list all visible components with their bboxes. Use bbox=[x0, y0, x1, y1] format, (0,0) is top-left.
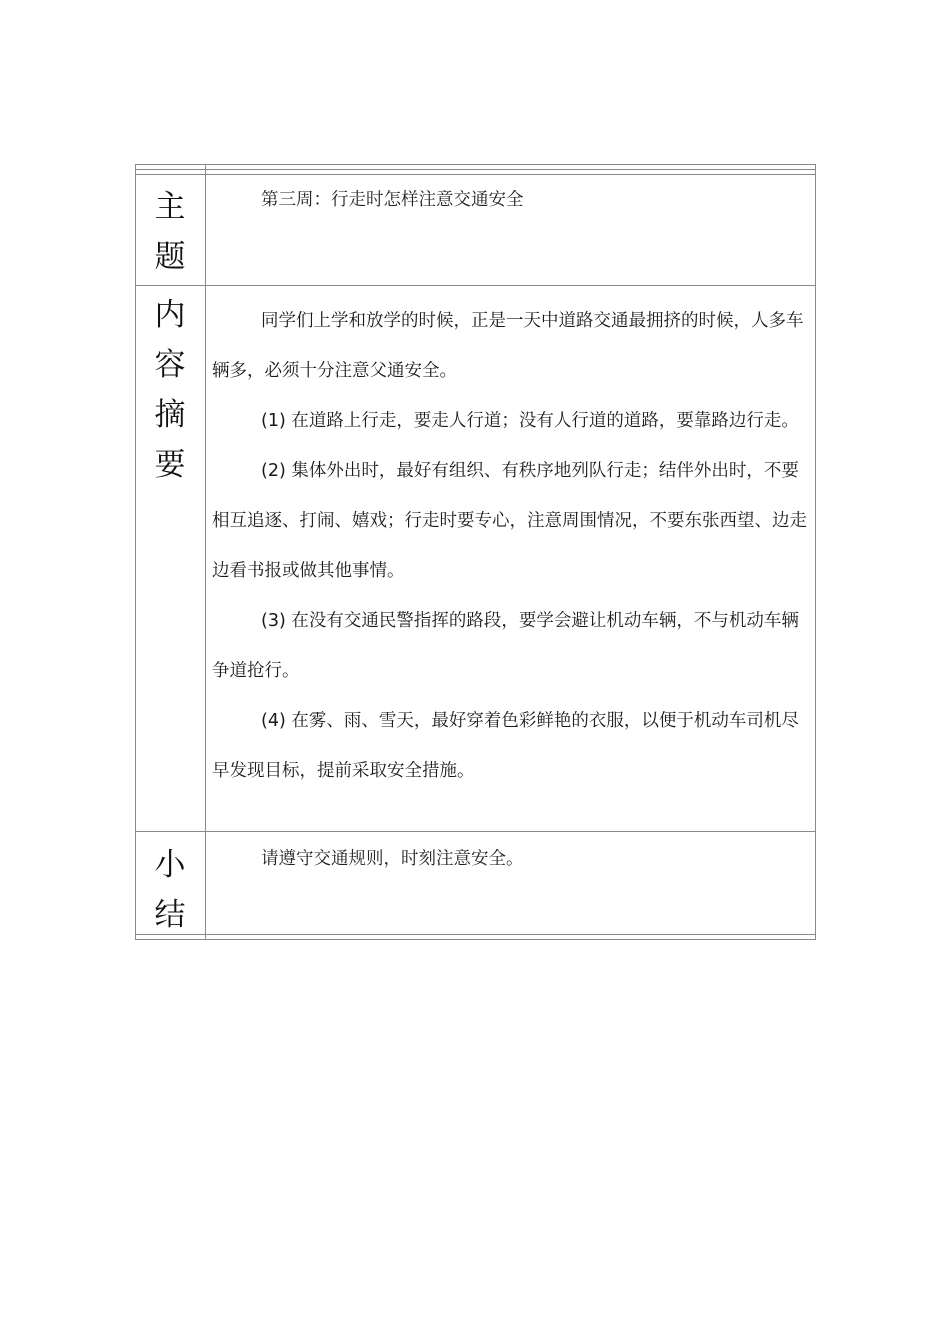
content-paragraph: (3) 在没有交通民警指挥的路段，要学会避让机动车辆，不与机动车辆争道抢行。 bbox=[212, 611, 799, 681]
lesson-table bbox=[135, 164, 816, 940]
topic-label-char: 主 bbox=[154, 189, 186, 225]
table-top-rule bbox=[135, 164, 816, 165]
summary-label-char: 小 bbox=[154, 847, 186, 883]
table-right-rule bbox=[815, 164, 816, 940]
topic-label bbox=[135, 182, 205, 282]
summary-label-char: 结 bbox=[154, 897, 186, 933]
summary-text: 请遵守交通规则，时刻注意安全。 bbox=[261, 849, 524, 869]
content-body bbox=[212, 296, 808, 796]
content-label-char: 内 bbox=[154, 297, 186, 333]
content-label-char: 摘 bbox=[154, 397, 186, 433]
table-bottom-rule bbox=[135, 939, 816, 940]
topic-label-char: 题 bbox=[154, 239, 186, 275]
topic-text: 第三周：行走时怎样注意交通安全 bbox=[261, 190, 524, 210]
column-divider-rule bbox=[205, 164, 206, 940]
content-paragraph: (2) 集体外出时，最好有组织、有秩序地列队行走；结伴外出时，不要相互追逐、打闹、嬉戏；行走时要专心，注意周围情况，不要东张西望、边走边看书报或做其他事情。 bbox=[212, 461, 807, 581]
content-paragraph: (1) 在道路上行走，要走人行道；没有人行道的道路，要靠路边行走。 bbox=[261, 411, 799, 431]
table-top-rule-inner bbox=[135, 169, 816, 170]
content-label-char: 要 bbox=[154, 447, 186, 483]
content-paragraph: 同学们上学和放学的时候，正是一天中道路交通最拥挤的时候，人多车辆多，必须十分注意父通安全。 bbox=[212, 311, 804, 381]
content-bottom-rule bbox=[135, 831, 816, 832]
topic-bottom-rule bbox=[135, 285, 816, 286]
table-top-rule-inner-2 bbox=[135, 174, 816, 175]
content-label-char: 容 bbox=[154, 347, 186, 383]
content-paragraph: (4) 在雾、雨、雪天，最好穿着色彩鲜艳的衣服，以便于机动车司机尽早发现目标，提前采取安全措施。 bbox=[212, 711, 799, 781]
summary-label bbox=[135, 840, 205, 940]
content-label bbox=[135, 290, 205, 490]
summary-bottom-rule bbox=[135, 934, 816, 935]
